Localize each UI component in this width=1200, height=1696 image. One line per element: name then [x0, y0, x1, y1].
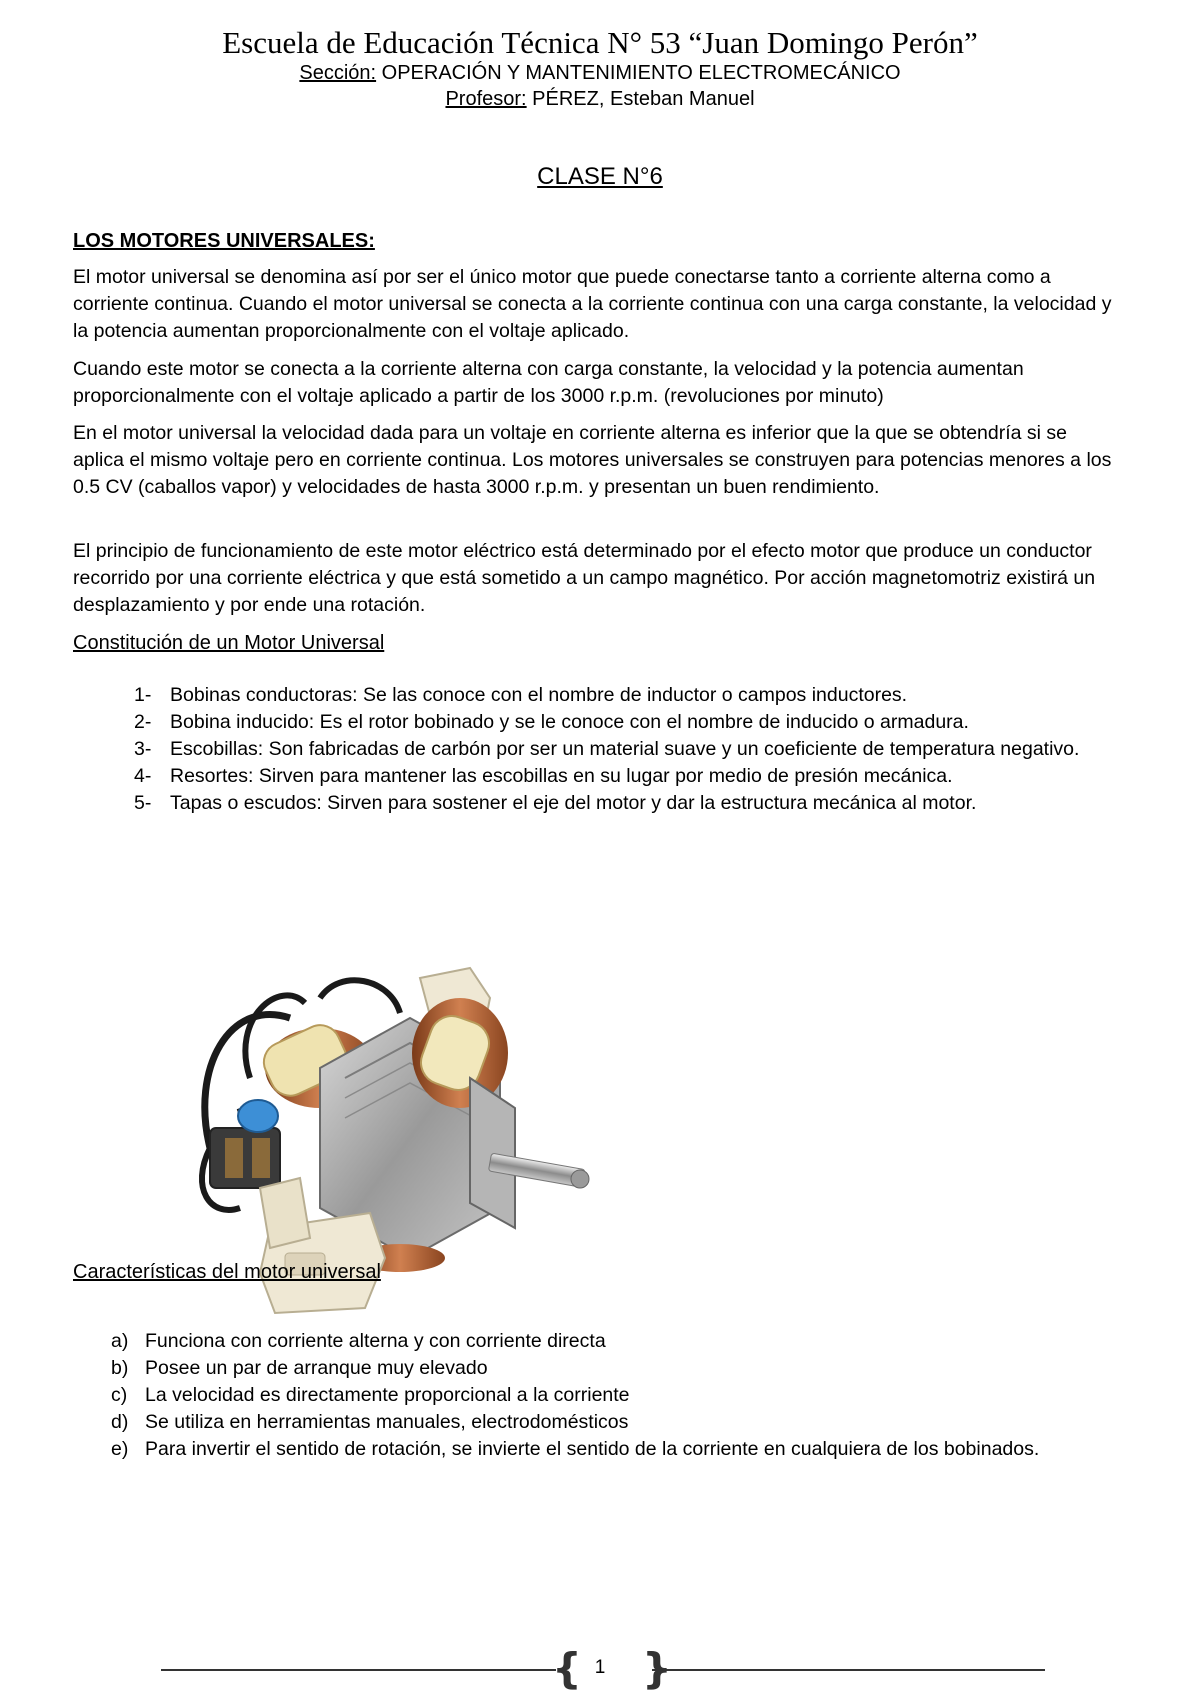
list-item-text: Para invertir el sentido de rotación, se invierte el sentido de la corriente en cualquiera de los bobinados. — [145, 1438, 1040, 1460]
list-item-text: La velocidad es directamente proporcional a la corriente — [145, 1384, 630, 1406]
list-marker: b) — [111, 1357, 129, 1379]
list-marker: d) — [111, 1411, 129, 1433]
list-item — [0, 763, 1120, 790]
list-item — [0, 709, 1120, 736]
list-item — [0, 736, 1120, 763]
list-item-text: Tapas o escudos: Sirven para sostener el eje del motor y dar la estructura mecánica al motor. — [170, 792, 977, 814]
list-item-text: Funciona con corriente alterna y con corriente directa — [145, 1330, 606, 1352]
section-heading-caracteristicas: Características del motor universal — [73, 1261, 381, 1283]
list-marker: 5- — [134, 792, 152, 814]
caracteristicas-list — [0, 1328, 1120, 1463]
school-title: Escuela de Educación Técnica N° 53 “Juan Domingo Perón” — [222, 25, 978, 60]
list-item — [0, 682, 1120, 709]
section-value: OPERACIÓN Y MANTENIMIENTO ELECTROMECÁNICO — [376, 62, 901, 84]
section-line — [0, 60, 1200, 86]
profesor-label: Profesor: — [445, 88, 527, 110]
list-item — [0, 790, 1120, 817]
list-item-text: Bobina inducido: Es el rotor bobinado y se le conoce con el nombre de inducido o armadura. — [170, 711, 969, 733]
list-marker: a) — [111, 1330, 129, 1352]
list-marker: 4- — [134, 765, 152, 787]
list-item-text: Resortes: Sirven para mantener las escobillas en su lugar por medio de presión mecánica. — [170, 765, 953, 787]
list-item-text: Bobinas conductoras: Se las conoce con el nombre de inductor o campos inductores. — [170, 684, 908, 706]
profesor-value: PÉREZ, Esteban Manuel — [526, 88, 755, 110]
list-item — [0, 1436, 1120, 1463]
profesor-line — [0, 86, 1200, 112]
list-marker: 2- — [134, 711, 152, 733]
footer-rule-left — [161, 1669, 556, 1671]
list-item — [0, 1328, 1120, 1355]
section-label: Sección: — [299, 62, 377, 84]
list-marker: 3- — [134, 738, 152, 760]
list-marker: 1- — [134, 684, 152, 706]
footer-brace-right: } — [642, 1644, 672, 1693]
list-item — [0, 1355, 1120, 1382]
list-item-text: Posee un par de arranque muy elevado — [145, 1357, 488, 1379]
footer-rule-right — [652, 1669, 1045, 1671]
footer-brace-left: { — [552, 1644, 582, 1693]
paragraph-1: El motor universal se denomina así por ser el único motor que puede conectarse tanto a corriente alterna como a corriente continua. Cuando el motor universal se conecta a la corriente continua con una carga constante, la velocidad y la potencia aumentan proporcionalmente con el voltaje aplicado. — [73, 266, 1112, 342]
section-heading-constitucion: Constitución de un Motor Universal — [73, 632, 385, 654]
list-item — [0, 1382, 1120, 1409]
list-marker: e) — [111, 1438, 129, 1460]
section-heading-motores: LOS MOTORES UNIVERSALES: — [73, 230, 375, 252]
constitucion-list — [0, 682, 1120, 817]
paragraph-4: El principio de funcionamiento de este motor eléctrico está determinado por el efecto motor que produce un conductor recorrido por una corriente eléctrica y que está sometido a un campo magnético. Por acción magnetomotriz existirá un desplazamiento y por ende una rotación. — [73, 540, 1096, 616]
clase-title: CLASE N°6 — [537, 163, 663, 190]
list-item-text: Escobillas: Son fabricadas de carbón por ser un material suave y un coeficiente de temperatura negativo. — [170, 738, 1080, 760]
list-item-text: Se utiliza en herramientas manuales, electrodomésticos — [145, 1411, 629, 1433]
list-item — [0, 1409, 1120, 1436]
paragraph-2: Cuando este motor se conecta a la corriente alterna con carga constante, la velocidad y la potencia aumentan proporcionalmente con el voltaje aplicado a partir de los 3000 r.p.m. (revoluciones por minuto) — [73, 358, 1024, 407]
paragraph-3: En el motor universal la velocidad dada para un voltaje en corriente alterna es inferior que la que se obtendría si se aplica el mismo voltaje pero en corriente continua. Los motores universales se construyen para potencias menores a los 0.5 CV (caballos vapor) y velocidades de hasta 3000 r.p.m. y presentan un buen rendimiento. — [73, 422, 1112, 498]
page-number: 1 — [594, 1657, 606, 1678]
list-marker: c) — [111, 1384, 128, 1406]
